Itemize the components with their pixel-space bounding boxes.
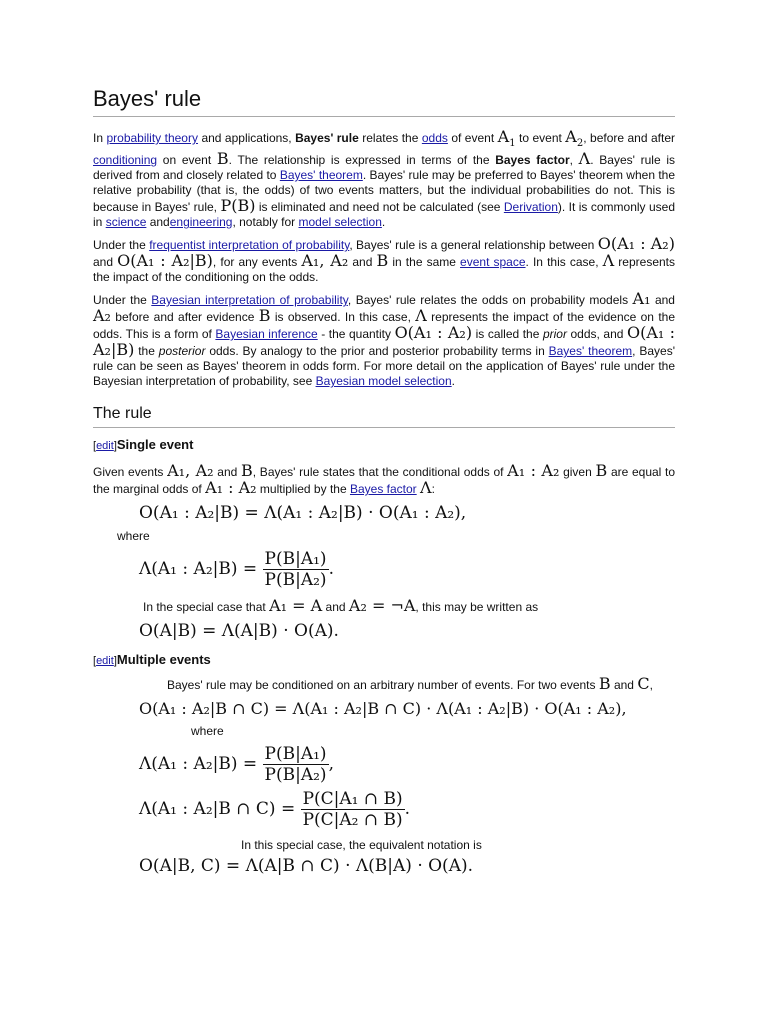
text: . In this case, (525, 255, 603, 270)
text: to event (515, 131, 566, 145)
text: , notably for (232, 215, 299, 230)
text: . Bayes' rule is derived from and closely related to (93, 153, 675, 183)
math-a1: A₁ (632, 289, 651, 309)
math-b: B (216, 149, 229, 169)
subsection-heading-single-event (93, 436, 675, 455)
link-engineering[interactable]: engineering (169, 215, 233, 230)
numerator: P(B|A₁) (264, 744, 327, 765)
edit-link-single-event[interactable]: edit (96, 440, 114, 453)
text: is called the (472, 327, 543, 342)
term-posterior: posterior (158, 344, 206, 359)
equation-odds-form: O(A₁ : A₂|B) = Λ(A₁ : A₂|B) · O(A₁ : A₂), (139, 503, 467, 524)
edit-bracket: [edit] (93, 440, 117, 453)
text: given (559, 465, 596, 480)
text: represents the impact of the evidence on the odds. This is a form of (93, 310, 675, 342)
math-a2-eq-not-a: A₂ = ¬A (348, 596, 416, 616)
multiple-events-paragraph (167, 676, 675, 693)
fraction (263, 744, 329, 785)
math-posterior-odds: O(A₁ : A₂|B) (93, 323, 675, 360)
text: multiplied by the (256, 482, 350, 497)
math-c: C (637, 674, 650, 694)
text: . (451, 374, 455, 389)
heading-text: Multiple events (116, 652, 211, 668)
text: of event (447, 131, 498, 145)
denominator: P(B|A₂) (264, 765, 327, 786)
bayesian-paragraph (93, 291, 675, 389)
text: , (649, 678, 653, 693)
text: is observed. In this case, (270, 310, 416, 325)
article (93, 84, 675, 876)
equation-end: . (404, 799, 411, 820)
equation-end: , (328, 754, 334, 775)
math-a2: $A_2$ (565, 127, 584, 150)
equation-equivalent-notation: O(A|B, C) = Λ(A|B ∩ C) · Λ(B|A) · O(A). (139, 856, 474, 877)
math-b: B (241, 461, 253, 481)
text: is eliminated and need not be calculated (see (255, 200, 504, 215)
section-heading-the-rule: The rule (93, 403, 675, 428)
math-prior-odds: O(A₁ : A₂) (597, 234, 675, 254)
equation-bayes-factor-b (139, 744, 675, 785)
link-bayes-theorem[interactable]: Bayes' theorem (279, 168, 363, 183)
text: Under the (93, 238, 150, 253)
text: , Bayes' rule relates the odds on probability models (347, 293, 633, 308)
text: and (322, 600, 349, 615)
math-lambda: Λ (602, 251, 615, 271)
text: ). It is commonly used in (93, 200, 675, 230)
single-event-paragraph (93, 463, 675, 497)
special-notation-text: In this special case, the equivalent notation is (241, 838, 482, 853)
text: and (348, 255, 377, 270)
math-b: B (595, 461, 608, 481)
text: and applications, (197, 131, 296, 145)
link-event-space[interactable]: event space (460, 255, 526, 270)
frequentist-paragraph (93, 236, 675, 285)
math-b: B (598, 674, 611, 694)
text: in the same (388, 255, 461, 270)
link-conditioning[interactable]: conditioning (93, 153, 158, 168)
link-frequentist[interactable]: frequentist interpretation of probability (149, 238, 350, 253)
heading-text: Single event (116, 437, 194, 453)
equation-multiple-odds: O(A₁ : A₂|B ∩ C) = Λ(A₁ : A₂|B ∩ C) · Λ(A₁ : A₂|B) · O(A₁ : A₂), (139, 699, 627, 719)
link-probability-theory[interactable]: probability theory (106, 131, 198, 145)
text: . Bayes' rule may be preferred to Bayes' theorem when the relative probability (that is, the odds) of two events matters, but the individual probabilities do not. This is because in Bayes' rule, (93, 168, 676, 215)
text: , Bayes' rule states that the conditional odds of (252, 465, 508, 480)
text: and (213, 465, 242, 480)
text: In the special case that (143, 600, 270, 615)
fraction (301, 789, 405, 830)
math-a2: A₂ (93, 306, 111, 326)
text: Given events (93, 465, 168, 480)
text: , for any events (212, 255, 302, 270)
math-posterior-odds: O(A₁ : A₂|B) (117, 251, 213, 271)
text: before and after evidence (110, 310, 259, 325)
text: odds, and (566, 327, 627, 342)
link-model-selection[interactable]: model selection (298, 215, 382, 230)
text: - the quantity (317, 327, 395, 342)
math-prior-odds: O(A₁ : A₂) (394, 323, 473, 343)
text: on event (157, 153, 217, 168)
subsection-heading-multiple-events (93, 651, 675, 670)
equation-bayes-factor-bc (139, 789, 675, 830)
link-bayesian-model-selection[interactable]: Bayesian model selection (315, 374, 452, 389)
text: are equal to the marginal odds of (93, 465, 676, 497)
math-lambda: Λ (415, 306, 427, 326)
link-bayes-theorem[interactable]: Bayes' theorem (548, 344, 633, 359)
where-label: where (117, 529, 150, 544)
text: , before and after (583, 131, 675, 145)
link-derivation[interactable]: Derivation (503, 200, 558, 215)
term-bayes-factor: Bayes factor (495, 153, 570, 168)
denominator: P(C|A₂ ∩ B) (302, 810, 403, 831)
text: odds. By analogy to the prior and posterior probability terms in (205, 344, 549, 359)
text: and (146, 215, 170, 230)
math-a1-a2: A₁ : A₂ (507, 461, 560, 481)
text: and (610, 678, 638, 693)
intro-paragraph (93, 129, 675, 230)
text: Under the (93, 293, 152, 308)
math-b: B (258, 306, 271, 326)
text: : (431, 482, 435, 497)
text: , (569, 153, 579, 168)
math-lambda: Λ (578, 149, 591, 169)
numerator: P(C|A₁ ∩ B) (302, 789, 403, 810)
page-title: Bayes' rule (93, 84, 675, 117)
text: relates the (358, 131, 422, 145)
equation-lhs: Λ(A₁ : A₂|B) = (139, 559, 258, 580)
math-a1-a2: A₁ : A₂ (205, 478, 257, 498)
denominator: P(B|A₂) (264, 570, 327, 591)
equation-end: . (328, 559, 334, 580)
special-case-paragraph (143, 598, 675, 615)
link-bayes-factor[interactable]: Bayes factor (349, 482, 417, 497)
text: In (93, 131, 107, 145)
edit-bracket: [edit] (93, 655, 117, 668)
text: represents the impact of the conditioning on the odds. (93, 255, 676, 285)
equation-special-case: O(A|B) = Λ(A|B) · O(A). (139, 621, 339, 642)
equation-bayes-factor (139, 549, 675, 590)
math-a1-eq-a: A₁ = A (269, 596, 323, 616)
text: . The relationship is expressed in terms of the (228, 153, 496, 168)
math-pb: P(B) (220, 196, 256, 216)
math-lambda: Λ (420, 478, 432, 498)
text: the (134, 344, 159, 359)
text: Bayes' rule may be conditioned on an arbitrary number of events. For two events (167, 678, 599, 693)
edit-link-multiple-events[interactable]: edit (96, 655, 114, 668)
text: , Bayes' rule can be seen as Bayes' theorem in odds form. For more detail on the application of Bayes' rule under the Bayesian interpretation of probability, see (93, 344, 675, 389)
term-bayes-rule: Bayes' rule (295, 131, 359, 145)
term-prior: prior (542, 327, 567, 342)
math-events: A₁, A₂ (301, 251, 349, 271)
math-events: A₁, A₂ (167, 461, 214, 481)
link-bayesian-interpretation[interactable]: Bayesian interpretation of probability (151, 293, 348, 308)
text: and (650, 293, 675, 308)
math-a1: $A_1$ (497, 127, 516, 150)
text: , this may be written as (415, 600, 539, 615)
text: , Bayes' rule is a general relationship between (349, 238, 598, 253)
math-b: B (376, 251, 389, 271)
text: . (381, 215, 386, 230)
numerator: P(B|A₁) (264, 549, 327, 570)
link-odds[interactable]: odds (421, 131, 448, 145)
equation-lhs: Λ(A₁ : A₂|B ∩ C) = (139, 799, 296, 820)
link-science[interactable]: science (105, 215, 147, 230)
text: and (93, 255, 118, 270)
link-bayesian-inference[interactable]: Bayesian inference (215, 327, 318, 342)
where-label: where (191, 724, 224, 739)
fraction (263, 549, 329, 590)
equation-lhs: Λ(A₁ : A₂|B) = (139, 754, 258, 775)
